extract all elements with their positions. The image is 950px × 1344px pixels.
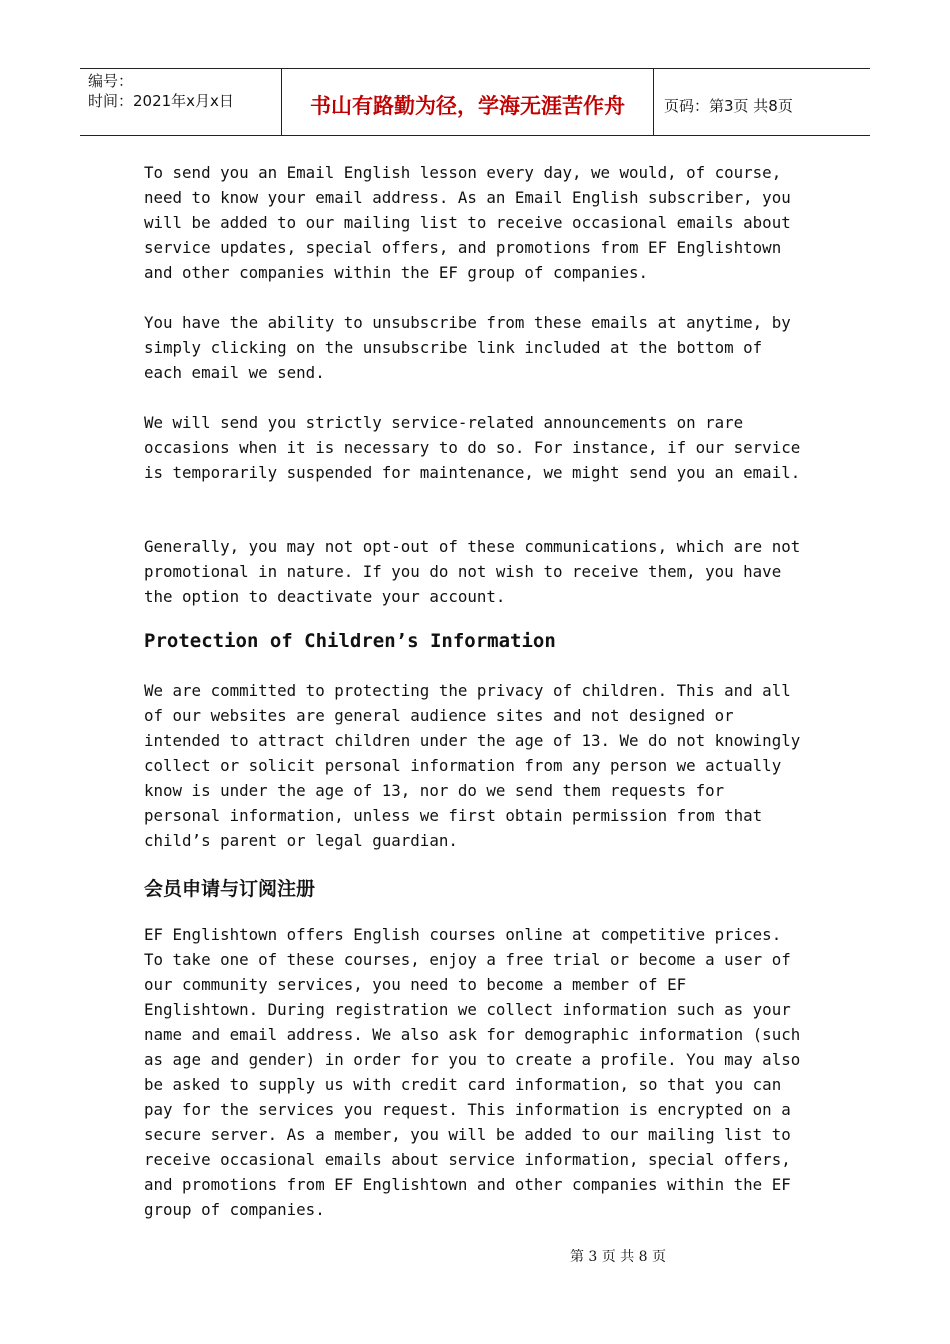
paragraph-children-privacy: We are committed to protecting the privacy of children. This and all of our websites are general audience sites and not designed or intended to attract children under the age of 13. We do not knowingly collect or solicit personal information from any person we actually know is under the age of 13, nor do we send them requests for personal information, unless we first obtain permission from that child’s parent or legal guardian. [144,681,801,850]
header-page-label: 页码：第3页 共8页 [664,96,793,115]
paragraph-email-subscription: To send you an Email English lesson every day, we would, of course, need to know your email address. As an Email English subscriber, you will be added to our mailing list to receive occasional emails about service updates, special offers, and promotions from EF Englishtown and other companies within the EF group of companies. [144,163,791,282]
heading-children-information: Protection of Children’s Information [144,630,556,652]
document-date-label: 时间：2021年x月x日 [88,92,234,110]
document-number-label: 编号： [88,72,134,90]
page-header [80,68,870,136]
page-footer: 第 3 页 共 8 页 [569,1249,667,1265]
paragraph-service-announcements: We will send you strictly service-related announcements on rare occasions when it is necessary to do so. For instance, if our service is temporarily suspended for maintenance, we might send you an email. [144,413,801,482]
paragraph-unsubscribe: You have the ability to unsubscribe from these emails at anytime, by simply clicking on the unsubscribe link included at the bottom of each email we send. [144,313,791,382]
header-meta [80,69,280,135]
header-motto: 书山有路勤为径，学海无涯苦作舟 [281,69,654,135]
heading-membership-registration: 会员申请与订阅注册 [144,878,316,900]
paragraph-opt-out: Generally, you may not opt-out of these communications, which are not promotional in nature. If you do not wish to receive them, you have the option to deactivate your account. [144,537,801,606]
paragraph-membership: EF Englishtown offers English courses online at competitive prices. To take one of these courses, enjoy a free trial or become a user of our community services, you need to become a member of EF Englishtown. During registration we collect information such as your name and email address. We also ask for demographic information (such as age and gender) in order for you to create a profile. You may also be asked to supply us with credit card information, so that you can pay for the services you request. This information is encrypted on a secure server. As a member, you will be added to our mailing list to receive occasional emails about service information, special offers, and promotions from EF Englishtown and other companies within the EF group of companies. [144,925,801,1219]
